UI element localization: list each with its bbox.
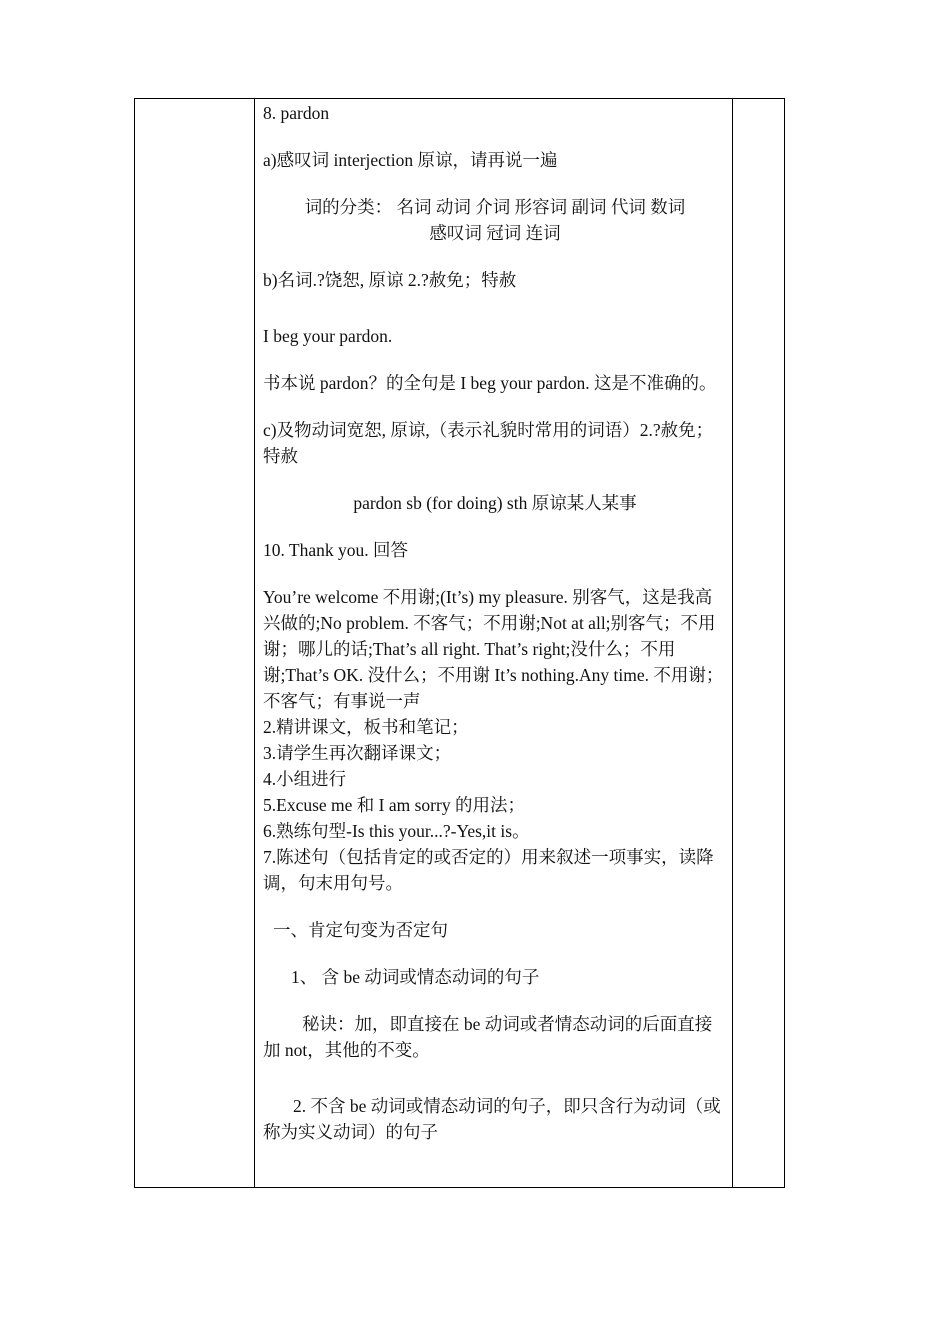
item-heading: 8. pardon (263, 103, 330, 123)
step-line: 4.小组进行 (263, 769, 347, 789)
step-line: 2.精讲课文，板书和笔记； (263, 717, 469, 737)
word-class-line: 感叹词 冠词 连词 (429, 223, 561, 243)
section-heading: 一、肯定句变为否定句 (273, 920, 448, 940)
step-line: 3.请学生再次翻译课文； (263, 743, 452, 763)
lesson-table (134, 98, 785, 1188)
text-paragraph: c)及物动词宽恕, 原谅,（表示礼貌时常用的词语）2.?赦免；特赦 (263, 420, 714, 466)
text-paragraph: 书本说 pardon？的全句是 I beg your pardon. 这是不准确的。 (263, 373, 717, 393)
column-divider-left (254, 99, 255, 1187)
step-line: 5.Excuse me 和 I am sorry 的用法； (263, 795, 525, 815)
text-paragraph: You’re welcome 不用谢;(It’s) my pleasure. 别客气，这是我高兴做的;No problem. 不客气；不用谢;Not at all;别客气；不用谢；哪儿的话;That’s all right. That’s right;没什么；不用谢;That’s OK. 没什么；不用谢 It’s nothing.Any time. 不用谢；不客气；有事说一声 (263, 587, 724, 711)
subsection-paragraph: 2. 不含 be 动词或情态动词的句子，即只含行为动词（或称为实义动词）的句子 (263, 1096, 721, 1142)
step-line: 6.熟练句型-Is this your...?-Yes,it is。 (263, 821, 530, 841)
item-heading: 10. Thank you. 回答 (263, 540, 409, 560)
step-line: 7.陈述句（包括肯定的或否定的）用来叙述一项事实，读降调，句末用句号。 (263, 847, 714, 893)
subsection-heading: 1、 含 be 动词或情态动词的句子 (291, 967, 540, 987)
text-line: a)感叹词 interjection 原谅，请再说一遍 (263, 150, 558, 170)
content-cell (263, 99, 727, 1145)
text-line: b)名词.?饶恕, 原谅 2.?赦免；特赦 (263, 270, 517, 290)
tip-paragraph: 秘诀：加，即直接在 be 动词或者情态动词的后面直接加 not，其他的不变。 (263, 1014, 713, 1060)
phrase-line: pardon sb (for doing) sth 原谅某人某事 (353, 493, 637, 513)
column-divider-right (732, 99, 733, 1187)
word-class-line: 词的分类： 名词 动词 介词 形容词 副词 代词 数词 (304, 197, 686, 217)
text-line: I beg your pardon. (263, 326, 393, 346)
